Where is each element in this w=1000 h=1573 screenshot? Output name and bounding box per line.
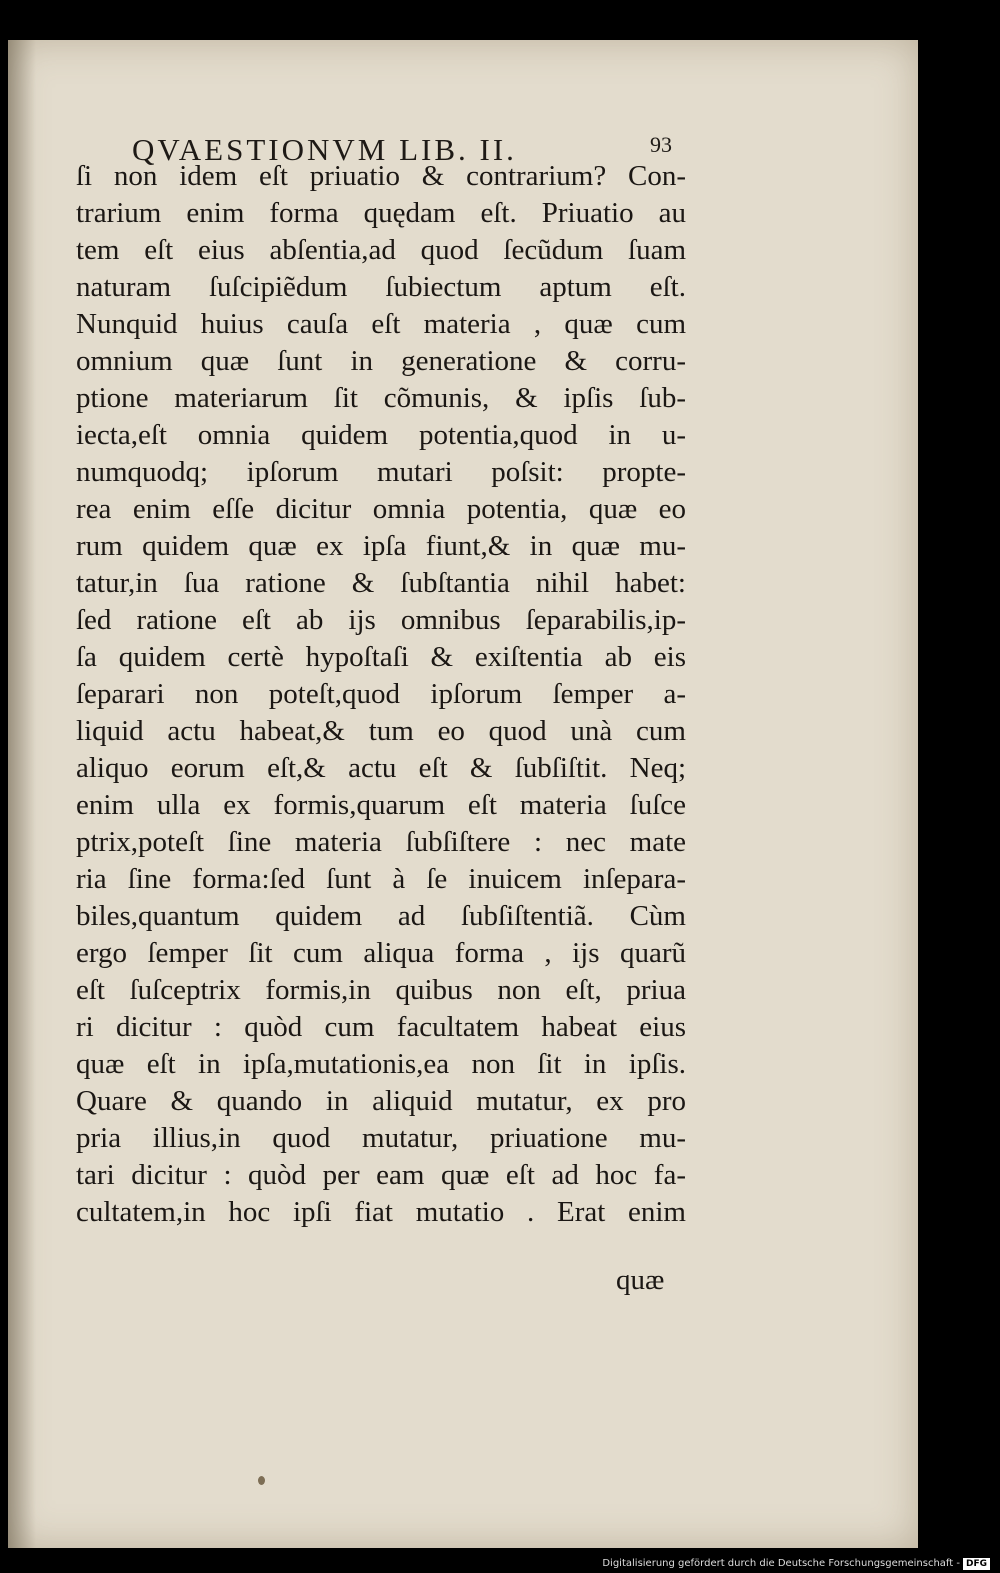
text-line: rea enim eſſe dicitur omnia potentia, quæ eo	[76, 493, 686, 525]
text-line: Quare & quando in aliquid mutatur, ex pro	[76, 1085, 686, 1117]
text-line: naturam ſuſcipiẽdum ſubiectum aptum eſt.	[76, 271, 686, 303]
text-line: omnium quæ ſunt in generatione & corru-	[76, 345, 686, 377]
text-line: aliquo eorum eſt,& actu eſt & ſubſiſtit. Neq;	[76, 752, 686, 784]
text-line: eſt ſuſceptrix formis,in quibus non eſt, priua	[76, 974, 686, 1006]
text-line: rum quidem quæ ex ipſa fiunt,& in quæ mu-	[76, 530, 686, 562]
text-line: tatur,in ſua ratione & ſubſtantia nihil habet:	[76, 567, 686, 599]
text-line: liquid actu habeat,& tum eo quod unà cum	[76, 715, 686, 747]
text-line: biles,quantum quidem ad ſubſiſtentiã. Cùm	[76, 900, 686, 932]
text-line: ſeparari non poteſt,quod ipſorum ſemper a-	[76, 678, 686, 710]
text-line: trarium enim forma quędam eſt. Priuatio au	[76, 197, 686, 229]
text-line: ſa quidem certè hypoſtaſi & exiſtentia ab eis	[76, 641, 686, 673]
text-line: ptione materiarum ſit cõmunis, & ipſis ſub-	[76, 382, 686, 414]
text-line: ſed ratione eſt ab ijs omnibus ſeparabilis,ip-	[76, 604, 686, 636]
text-line: enim ulla ex formis,quarum eſt materia ſuſce	[76, 789, 686, 821]
funding-credit: Digitalisierung gefördert durch die Deutsche Forschungsgemeinschaft -	[602, 1558, 960, 1569]
text-line: ria ſine forma:ſed ſunt à ſe inuicem inſepara-	[76, 863, 686, 895]
running-head-title: QVAESTIONVM LIB. II.	[132, 132, 517, 167]
text-line: ergo ſemper ſit cum aliqua forma , ijs quarũ	[76, 937, 686, 969]
text-line: cultatem,in hoc ipſi fiat mutatio . Erat enim	[76, 1196, 686, 1228]
text-line: quæ eſt in ipſa,mutationis,ea non ſit in ipſis.	[76, 1048, 686, 1080]
page-number: 93	[650, 132, 672, 157]
text-line: iecta,eſt omnia quidem potentia,quod in u-	[76, 419, 686, 451]
paper-stain	[258, 1476, 265, 1485]
book-page	[8, 40, 918, 1548]
text-line: tari dicitur : quòd per eam quæ eſt ad hoc fa-	[76, 1159, 686, 1191]
text-line: tem eſt eius abſentia,ad quod ſecũdum ſuam	[76, 234, 686, 266]
catchword: quæ	[616, 1264, 665, 1296]
text-line: ptrix,poteſt ſine materia ſubſiſtere : nec mate	[76, 826, 686, 858]
text-line: pria illius,in quod mutatur, priuatione mu-	[76, 1122, 686, 1154]
text-line: Nunquid huius cauſa eſt materia , quæ cum	[76, 308, 686, 340]
dfg-logo: DFG	[963, 1558, 990, 1570]
text-line: ri dicitur : quòd cum facultatem habeat eius	[76, 1011, 686, 1043]
text-line: numquodq; ipſorum mutari poſsit: propte-	[76, 456, 686, 488]
text-line: ſi non idem eſt priuatio & contrarium? Con-	[76, 160, 686, 192]
body-text	[76, 158, 686, 1231]
